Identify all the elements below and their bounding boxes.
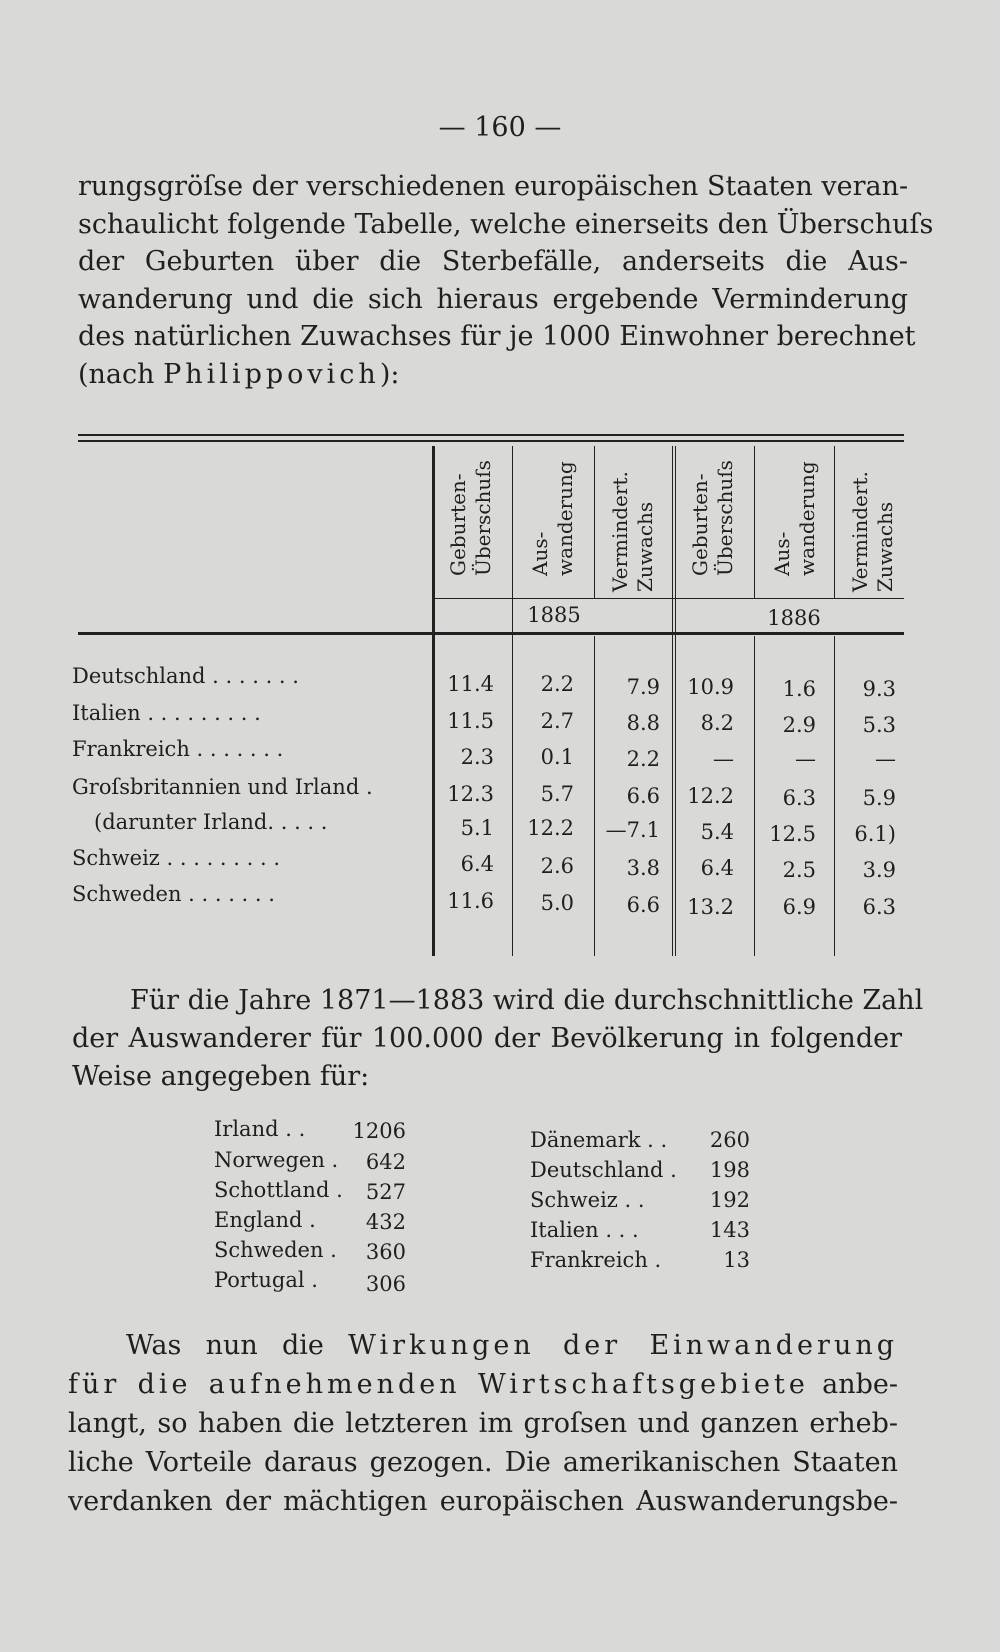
col-divider bbox=[754, 446, 755, 598]
table-cell: 5.7 bbox=[540, 782, 574, 806]
end-paragraph bbox=[68, 1326, 898, 1521]
author-name: Philippovich bbox=[163, 358, 380, 390]
page-number: — 160 — bbox=[438, 112, 562, 143]
emigration-value: 360 bbox=[365, 1240, 406, 1264]
table-cell: 12.2 bbox=[527, 816, 574, 840]
emigration-value: 306 bbox=[365, 1272, 406, 1296]
table-cell: 12.2 bbox=[687, 784, 734, 808]
table-cell: 6.4 bbox=[700, 856, 734, 880]
col-divider bbox=[834, 446, 835, 598]
emigration-country: Irland . . bbox=[214, 1117, 306, 1141]
intro-line: schaulicht folgende Tabelle, welche einerseits den Überschuſs bbox=[78, 208, 934, 240]
end-line1-pre: Was nun die bbox=[126, 1330, 349, 1361]
country-label: Italien . . . . . . . . . bbox=[72, 701, 261, 725]
emigration-value: 527 bbox=[365, 1180, 406, 1204]
table-cell: — bbox=[713, 747, 734, 771]
emigration-country: Dänemark . . bbox=[530, 1128, 668, 1152]
table-cell: 3.9 bbox=[862, 858, 896, 882]
table-cell: 6.9 bbox=[782, 895, 816, 919]
table-cell: 13.2 bbox=[687, 895, 734, 919]
country-label: Schweiz . . . . . . . . . bbox=[72, 846, 281, 870]
end-line: liche Vorteile daraus gezogen. Die amerikanischen Staaten bbox=[68, 1447, 898, 1478]
mid-paragraph bbox=[72, 982, 924, 1096]
stub-divider bbox=[432, 446, 435, 956]
intro-line: rungsgröſse der verschiedenen europäischen Staaten veran- bbox=[78, 171, 909, 202]
emigration-value: 260 bbox=[709, 1128, 750, 1152]
table-cell: 2.5 bbox=[782, 858, 816, 882]
emigration-country: Schweiz . . bbox=[530, 1188, 645, 1212]
table-cell: 8.8 bbox=[626, 711, 660, 735]
table-cell: 5.1 bbox=[460, 816, 494, 840]
table-cell: 10.9 bbox=[687, 675, 734, 699]
country-label: Frankreich . . . . . . . bbox=[72, 737, 284, 761]
table-cell: 5.4 bbox=[700, 820, 734, 844]
table-top-rule bbox=[78, 434, 904, 436]
table-cell: 8.2 bbox=[700, 711, 734, 735]
table-cell: 5.3 bbox=[862, 713, 896, 737]
end-line bbox=[68, 1365, 898, 1404]
col-divider bbox=[594, 636, 595, 956]
spaced-phrase: Wirkungen der Einwanderung bbox=[348, 1330, 899, 1361]
table-cell: 2.2 bbox=[540, 672, 574, 696]
table-cell: 6.3 bbox=[862, 895, 896, 919]
table-cell: 3.8 bbox=[626, 856, 660, 880]
emigration-value: 432 bbox=[365, 1210, 406, 1234]
end-line2-post: anbe- bbox=[808, 1369, 898, 1400]
mid-line: der Auswanderer für 100.000 der Bevölkerung in folgender bbox=[72, 1023, 902, 1054]
emigration-value: 192 bbox=[709, 1188, 750, 1212]
emigration-value: 1206 bbox=[352, 1119, 406, 1143]
table-cell: 12.3 bbox=[447, 782, 494, 806]
emigration-country: Norwegen . bbox=[214, 1148, 339, 1172]
end-line bbox=[68, 1326, 898, 1365]
table-cell: 7.9 bbox=[626, 675, 660, 699]
header-vermindert-zuwachs-1885: Vermindert. Zuwachs bbox=[608, 471, 657, 592]
table-cell: 6.1) bbox=[854, 822, 896, 846]
col-divider bbox=[834, 636, 835, 956]
intro-line: des natürlichen Zuwachses für je 1000 Einwohner berechnet bbox=[78, 321, 916, 352]
table-cell: 2.2 bbox=[626, 747, 660, 771]
table-cell: 2.9 bbox=[782, 713, 816, 737]
table-cell: 1.6 bbox=[782, 677, 816, 701]
emigration-country: Schweden . bbox=[214, 1238, 337, 1262]
intro-line: der Geburten über die Sterbefälle, anderseits die Aus- bbox=[78, 246, 908, 277]
year-1886: 1886 bbox=[767, 606, 821, 630]
table-cell: 2.3 bbox=[460, 745, 494, 769]
header-geburten-ueberschuss-1886: Geburten- Überschuſs bbox=[688, 460, 737, 576]
table-cell: 5.0 bbox=[540, 891, 574, 915]
table-cell: 6.4 bbox=[460, 852, 494, 876]
table-cell: 6.6 bbox=[626, 893, 660, 917]
table-cell: 0.1 bbox=[540, 745, 574, 769]
intro-paragraph bbox=[78, 168, 934, 393]
table-cell: — bbox=[875, 747, 896, 771]
header-bottom-rule bbox=[78, 632, 904, 635]
table-cell: 11.5 bbox=[447, 709, 494, 733]
mid-line: Für die Jahre 1871—1883 wird die durchschnittliche Zahl bbox=[130, 985, 924, 1016]
country-label: Schweden . . . . . . . bbox=[72, 882, 275, 906]
intro-line: wanderung und die sich hieraus ergebende Verminderung bbox=[78, 283, 908, 315]
country-label: Deutschland . . . . . . . bbox=[72, 664, 299, 688]
col-divider bbox=[754, 636, 755, 956]
mid-line: Weise angegeben für: bbox=[72, 1061, 370, 1092]
table-cell: 11.4 bbox=[447, 672, 494, 696]
emigration-value: 13 bbox=[723, 1248, 750, 1272]
header-auswanderung-1885: Aus- wanderung bbox=[528, 461, 577, 576]
table-top-rule-2 bbox=[78, 440, 904, 442]
end-line: verdanken der mächtigen europäischen Auswanderungsbe- bbox=[68, 1486, 898, 1517]
table-cell: 12.5 bbox=[769, 822, 816, 846]
table-cell: 2.7 bbox=[540, 709, 574, 733]
emigration-value: 143 bbox=[709, 1218, 750, 1242]
country-label: Groſsbritannien und Irland . bbox=[72, 775, 373, 799]
table-cell: 9.3 bbox=[862, 677, 896, 701]
country-label: (darunter Irland. . . . . bbox=[94, 810, 328, 834]
emigration-country: Frankreich . bbox=[530, 1248, 662, 1272]
year-rule bbox=[432, 598, 904, 599]
table-cell: 6.3 bbox=[782, 786, 816, 810]
emigration-value: 642 bbox=[365, 1150, 406, 1174]
emigration-value: 198 bbox=[709, 1158, 750, 1182]
intro-line-last bbox=[78, 356, 908, 394]
table-cell: 5.9 bbox=[862, 786, 896, 810]
emigration-country: Portugal . bbox=[214, 1268, 318, 1292]
col-divider bbox=[594, 446, 595, 598]
intro-last-pre: (nach bbox=[78, 358, 164, 390]
end-line: langt, so haben die letzteren im groſsen und ganzen erheb- bbox=[68, 1408, 898, 1439]
intro-last-post: ): bbox=[379, 358, 400, 390]
emigration-country: Schottland . bbox=[214, 1178, 343, 1202]
header-geburten-ueberschuss-1885: Geburten- Überschuſs bbox=[446, 460, 495, 576]
emigration-country: Italien . . . bbox=[530, 1218, 639, 1242]
header-auswanderung-1886: Aus- wanderung bbox=[770, 461, 819, 576]
spaced-phrase: für die aufnehmenden Wirtschaftsgebiete bbox=[68, 1369, 809, 1400]
table-cell: 6.6 bbox=[626, 784, 660, 808]
table-cell: — bbox=[795, 747, 816, 771]
table-cell: 11.6 bbox=[447, 889, 494, 913]
header-vermindert-zuwachs-1886: Vermindert. Zuwachs bbox=[848, 471, 897, 592]
emigration-country: Deutschland . bbox=[530, 1158, 677, 1182]
table-cell: 2.6 bbox=[540, 854, 574, 878]
table-cell: —7.1 bbox=[605, 818, 660, 842]
emigration-country: England . bbox=[214, 1208, 316, 1232]
year-1885: 1885 bbox=[527, 603, 581, 627]
col-divider bbox=[512, 446, 513, 956]
